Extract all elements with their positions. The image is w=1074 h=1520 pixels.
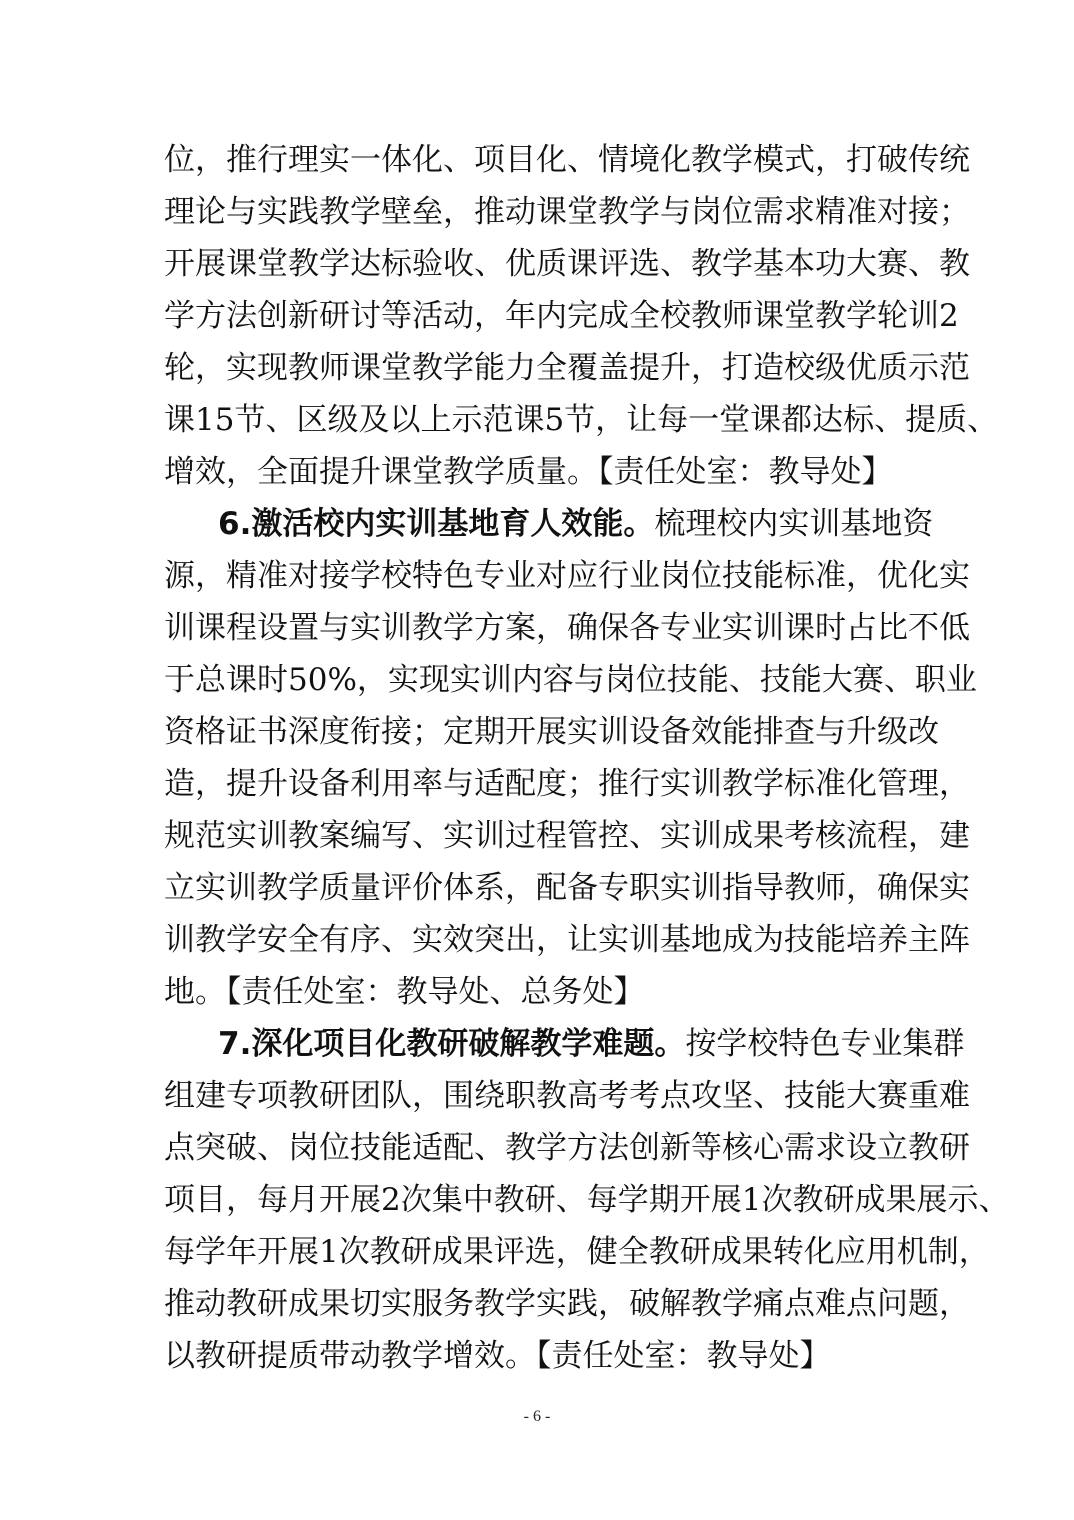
section-7-heading: 7.深化项目化教研破解教学难题。 — [218, 1026, 686, 1062]
paragraph-line: 学方法创新研讨等活动，年内完成全校教师课堂教学轮训2 — [164, 298, 959, 334]
section-7-first-line-text: 按学校特色专业集群 — [685, 1026, 965, 1062]
paragraph-line: 源，精准对接学校特色专业对应行业岗位技能标准，优化实 — [164, 558, 970, 594]
paragraph-line: 立实训教学质量评价体系，配备专职实训指导教师，确保实 — [164, 870, 970, 906]
paragraph-line: 理论与实践教学壁垒，推动课堂教学与岗位需求精准对接； — [164, 194, 970, 230]
paragraph-line: 组建专项教研团队，围绕职教高考考点攻坚、技能大赛重难 — [164, 1078, 970, 1114]
paragraph-line: 规范实训教案编写、实训过程管控、实训成果考核流程，建 — [164, 818, 970, 854]
paragraph-line: 每学年开展1次教研成果评选，健全教研成果转化应用机制， — [164, 1234, 990, 1270]
paragraph-line: 点突破、岗位技能适配、教学方法创新等核心需求设立教研 — [164, 1130, 970, 1166]
paragraph-line: 地。【责任处室：教导处、总务处】 — [164, 974, 645, 1010]
paragraph-line: 开展课堂教学达标验收、优质课评选、教学基本功大赛、教 — [164, 246, 970, 282]
paragraph-line: 以教研提质带动教学增效。【责任处室：教导处】 — [164, 1338, 831, 1374]
paragraph-line: 训教学安全有序、实效突出，让实训基地成为技能培养主阵 — [164, 922, 970, 958]
paragraph-line: 轮，实现教师课堂教学能力全覆盖提升，打造校级优质示范 — [164, 350, 970, 386]
paragraph-line: 推动教研成果切实服务教学实践，破解教学痛点难点问题， — [164, 1286, 970, 1322]
paragraph-line: 增效，全面提升课堂教学质量。【责任处室：教导处】 — [164, 454, 893, 490]
section-6-first-line — [218, 498, 934, 550]
section-6-first-line-text: 梳理校内实训基地资 — [654, 506, 934, 542]
paragraph-line: 资格证书深度衔接；定期开展实训设备效能排查与升级改 — [164, 714, 939, 750]
paragraph-line: 造，提升设备利用率与适配度；推行实训教学标准化管理， — [164, 766, 970, 802]
paragraph-line: 于总课时50%，实现实训内容与岗位技能、技能大赛、职业 — [164, 662, 977, 698]
section-7-first-line — [218, 1018, 965, 1070]
paragraph-line: 训课程设置与实训教学方案，确保各专业实训课时占比不低 — [164, 610, 970, 646]
paragraph-line: 位，推行理实一体化、项目化、情境化教学模式，打破传统 — [164, 142, 970, 178]
page-number: - 6 - — [523, 1408, 551, 1425]
paragraph-line: 项目，每月开展2次集中教研、每学期开展1次教研成果展示、 — [164, 1182, 1010, 1218]
paragraph-line: 课15节、区级及以上示范课5节，让每一堂课都达标、提质、 — [164, 402, 999, 438]
section-6-heading: 6.激活校内实训基地育人效能。 — [218, 506, 655, 542]
